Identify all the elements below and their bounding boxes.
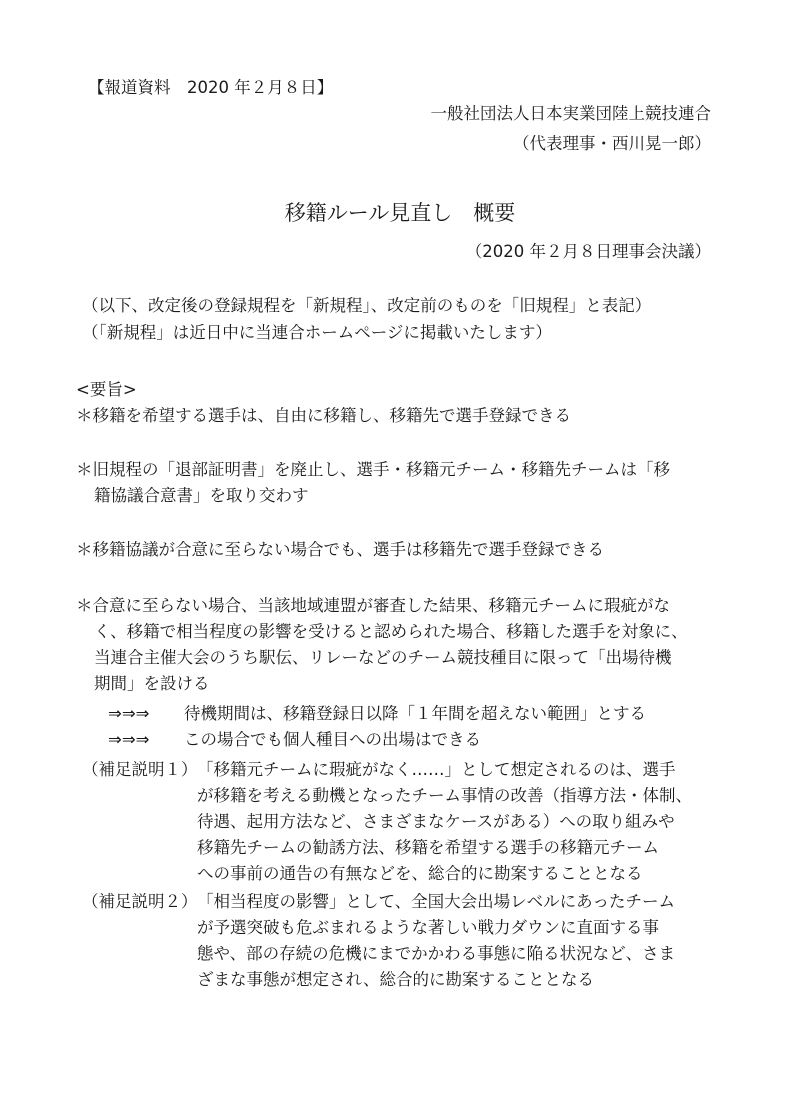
- note-line: （以下、改定後の登録規程を「新規程」、改定前のものを「旧規程」と表記）: [82, 296, 652, 315]
- note-line: （「新規程」は近日中に当連合ホームページに掲載いたします）: [82, 323, 552, 342]
- supplement-text: 「相当程度の影響」として、全国大会出場レベルにあったチーム: [197, 892, 676, 911]
- supplement-text: ざまな事態が想定され、総合的に勘案することとなる: [197, 970, 594, 989]
- supplement-label: （補足説明１）: [82, 760, 198, 779]
- supplement-text: 移籍先チームの勧誘方法、移籍を希望する選手の移籍元チーム: [197, 838, 659, 857]
- press-release-tag: 【報道資料 2020 年２月８日】: [88, 78, 334, 97]
- supplement-text: 態や、部の存続の危機にまでかかわる事態に陥る状況など、さま: [197, 944, 676, 963]
- supplement-text: が予選突破も危ぶまれるような著しい戦力ダウンに直面する事: [197, 918, 659, 937]
- arrow-point: [108, 702, 646, 726]
- decision-date: （2020 年２月８日理事会決議）: [465, 242, 711, 261]
- arrow-text: この場合でも個人種目への出場はできる: [184, 730, 481, 749]
- triple-arrow-icon: ⇒⇒⇒: [108, 704, 150, 723]
- triple-arrow-icon: ⇒⇒⇒: [108, 730, 150, 749]
- bullet-point: ＊移籍協議が合意に至らない場合でも、選手は移籍先で選手登録できる: [76, 540, 604, 559]
- arrow-point: [108, 728, 481, 752]
- bullet-point: ＊合意に至らない場合、当該地域連盟が審査した結果、移籍元チームに瑕疵がな: [76, 596, 670, 615]
- representative-name: （代表理事・西川晃一郎）: [513, 134, 711, 153]
- supplement-text: 「移籍元チームに瑕疵がなく……」として想定されるのは、選手: [197, 760, 676, 779]
- supplement-text: が移籍を考える動機となったチーム事情の改善（指導方法・体制、: [197, 786, 692, 805]
- supplement-text: への事前の通告の有無などを、総合的に勘案することとなる: [197, 864, 643, 883]
- organization-name: 一般社団法人日本実業団陸上競技連合: [430, 104, 711, 123]
- bullet-continuation: 期間」を設ける: [94, 674, 210, 693]
- supplement-1: [82, 758, 676, 782]
- document-title: 移籍ルール見直し 概要: [284, 201, 516, 225]
- bullet-continuation: 当連合主催大会のうち駅伝、リレーなどのチーム競技種目に限って「出場待機: [94, 648, 672, 667]
- bullet-point: ＊移籍を希望する選手は、自由に移籍し、移籍先で選手登録できる: [76, 406, 571, 425]
- bullet-point: ＊旧規程の「退部証明書」を廃止し、選手・移籍元チーム・移籍先チームは「移: [76, 460, 670, 479]
- section-label: <要旨>: [76, 380, 137, 399]
- bullet-continuation: 籍協議合意書」を取り交わす: [94, 486, 309, 505]
- bullet-continuation: く、移籍で相当程度の影響を受けると認められた場合、移籍した選手を対象に、: [94, 622, 688, 641]
- supplement-label: （補足説明２）: [82, 892, 198, 911]
- arrow-text: 待機期間は、移籍登録日以降「１年間を超えない範囲」とする: [184, 704, 646, 723]
- supplement-text: 待遇、起用方法など、さまざまなケースがある）への取り組みや: [197, 812, 675, 831]
- supplement-2: [82, 890, 675, 914]
